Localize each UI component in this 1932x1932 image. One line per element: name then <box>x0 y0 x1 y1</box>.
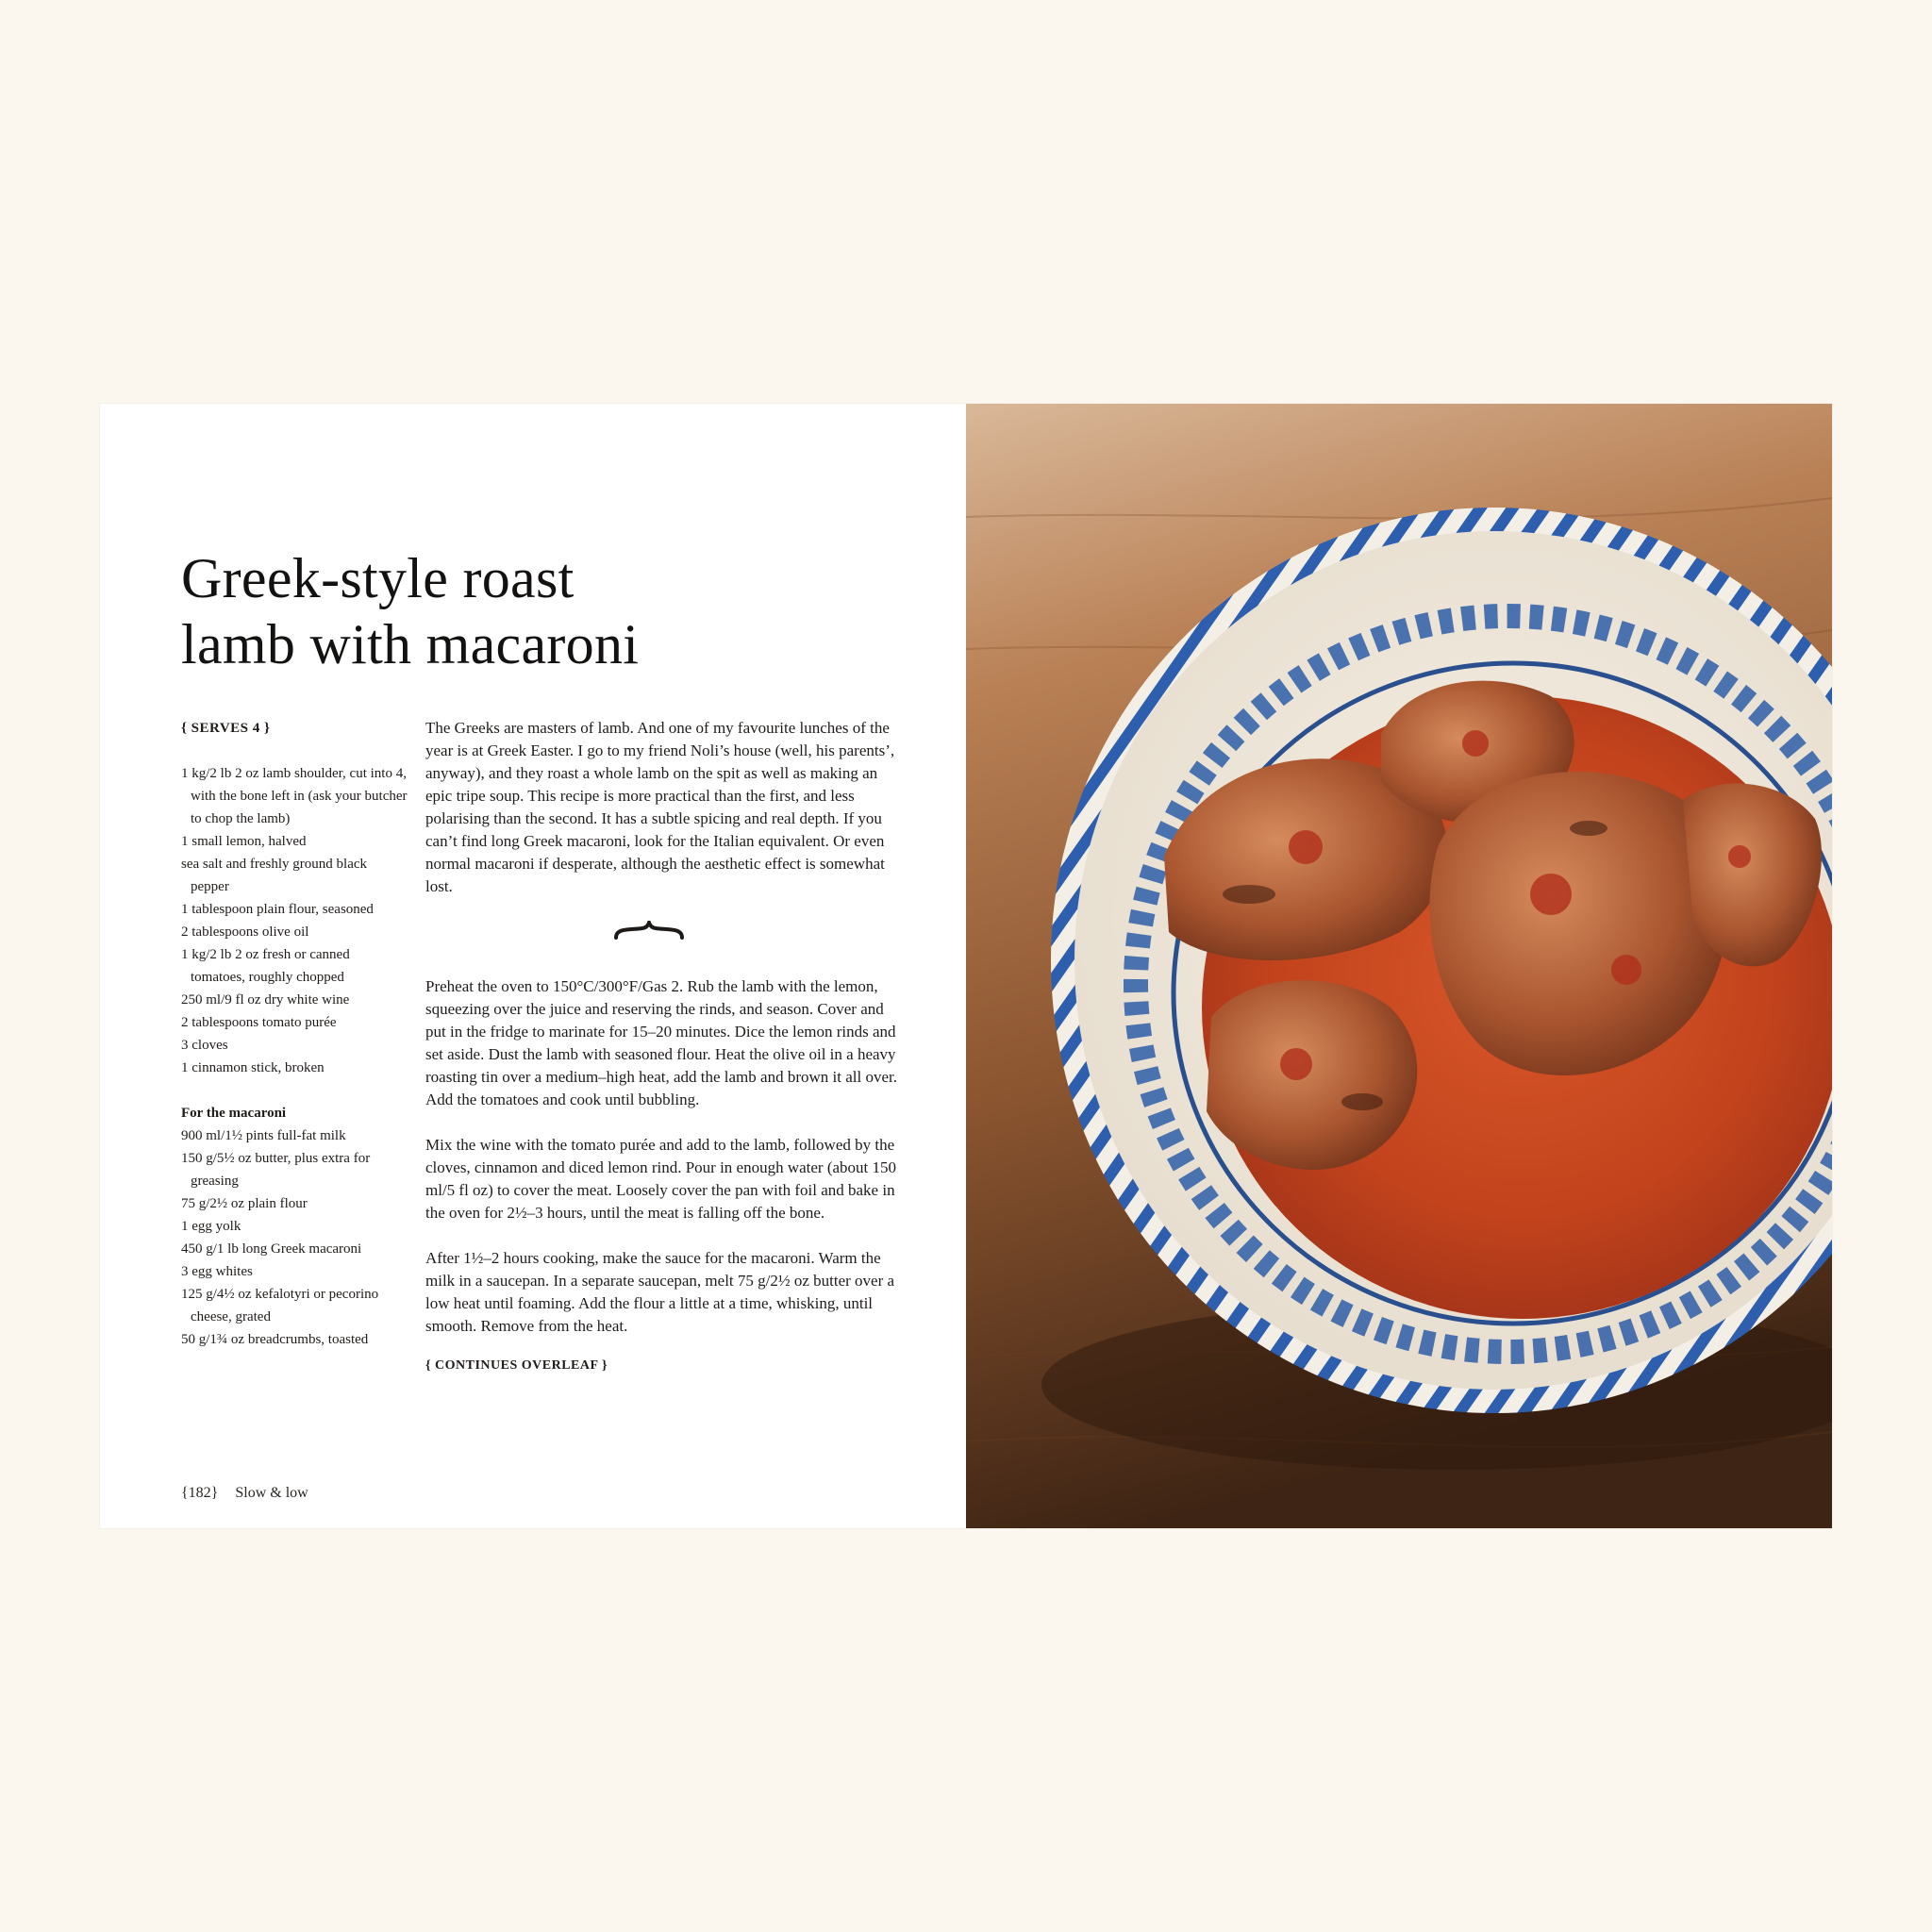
method-step-3: After 1½–2 hours cooking, make the sauce for the macaroni. Warm the milk in a saucepan. In a separate saucepan, melt 75 g/2½ oz butter over a low heat until foaming. Add the flour a little at a time, whisking, until smooth. Remove from the heat. <box>425 1249 895 1335</box>
recipe-title-line-1: Greek-style roast <box>181 547 575 609</box>
ingredient-item: 75 g/2½ oz plain flour <box>181 1196 308 1211</box>
ingredient-item: 3 cloves <box>181 1038 228 1053</box>
recipe-page <box>100 404 966 1528</box>
ingredient-item: 900 ml/1½ pints full-fat milk <box>181 1128 346 1143</box>
method-column <box>425 717 897 1377</box>
ingredients-list <box>181 762 408 1079</box>
ingredient-item: 1 egg yolk <box>181 1219 242 1234</box>
macaroni-ingredients-list <box>181 1124 408 1351</box>
page-footer <box>181 1485 308 1502</box>
ingredient-item: 125 g/4½ oz kefalotyri or pecorino cheese, grated <box>181 1287 379 1324</box>
intro-paragraph: The Greeks are masters of lamb. And one of my favourite lunches of the year is at Greek Easter. I go to my friend Noli’s house (well, his parents’, anyway), and they roast a whole lamb on the spit as well as making an epic tripe soup. This recipe is more practical than the first, and less polarising than the second. It has a subtle spicing and real depth. If you can’t find long Greek macaroni, look for the Italian equivalent. Or even normal macaroni if desperate, although the aesthetic effect is somewhat lost. <box>425 719 895 895</box>
macaroni-heading: For the macaroni <box>181 1106 287 1121</box>
ingredient-item: 2 tablespoons olive oil <box>181 924 309 940</box>
ingredient-item: 1 kg/2 lb 2 oz lamb shoulder, cut into 4, with the bone left in (ask your butcher to chop the lamb) <box>181 766 408 826</box>
ingredient-item: 1 small lemon, halved <box>181 834 307 849</box>
ingredient-item: sea salt and freshly ground black pepper <box>181 857 368 894</box>
chapter-name: Slow & low <box>235 1485 308 1501</box>
method-step-2: Mix the wine with the tomato purée and add to the lamb, followed by the cloves, cinnamon and diced lemon rind. Pour in enough water (about 150 ml/5 fl oz) to cover the meat. Loosely cover the pan with foil and bake in the oven for 2½–3 hours, until the meat is falling off the bone. <box>425 1136 897 1222</box>
method-step-1: Preheat the oven to 150°C/300°F/Gas 2. Rub the lamb with the lemon, squeezing over the juice and reserving the rinds, and season. Cover and put in the fridge to marinate for 15–20 minutes. Dice the lemon rinds and set aside. Dust the lamb with seasoned flour. Heat the olive oil in a heavy roasting tin over a medium–high heat, add the lamb and brown it all over. Add the tomatoes and cook until bubbling. <box>425 977 897 1108</box>
ingredient-item: 450 g/1 lb long Greek macaroni <box>181 1241 362 1257</box>
ingredient-item: 50 g/1¾ oz breadcrumbs, toasted <box>181 1332 369 1347</box>
ingredient-item: 2 tablespoons tomato purée <box>181 1015 337 1030</box>
ingredient-item: 1 cinnamon stick, broken <box>181 1060 325 1075</box>
continues-overleaf-label: { CONTINUES OVERLEAF } <box>425 1358 608 1373</box>
photo-page <box>966 404 1832 1528</box>
lamb-stew-bowl-photo <box>966 404 1832 1528</box>
ingredient-item: 1 kg/2 lb 2 oz fresh or canned tomatoes, roughly chopped <box>181 947 350 985</box>
serves-label: { SERVES 4 } <box>181 721 271 736</box>
ingredients-column <box>181 717 408 1351</box>
recipe-title <box>181 545 898 677</box>
page-number: {182} <box>181 1485 219 1501</box>
recipe-title-line-2: lamb with macaroni <box>181 613 640 675</box>
ingredient-item: 3 egg whites <box>181 1264 253 1279</box>
ingredient-item: 1 tablespoon plain flour, seasoned <box>181 902 374 917</box>
book-spread <box>100 404 1832 1528</box>
ingredient-item: 250 ml/9 fl oz dry white wine <box>181 992 350 1008</box>
ingredient-item: 150 g/5½ oz butter, plus extra for greasing <box>181 1151 371 1189</box>
curly-brace-flourish-icon <box>614 921 684 940</box>
